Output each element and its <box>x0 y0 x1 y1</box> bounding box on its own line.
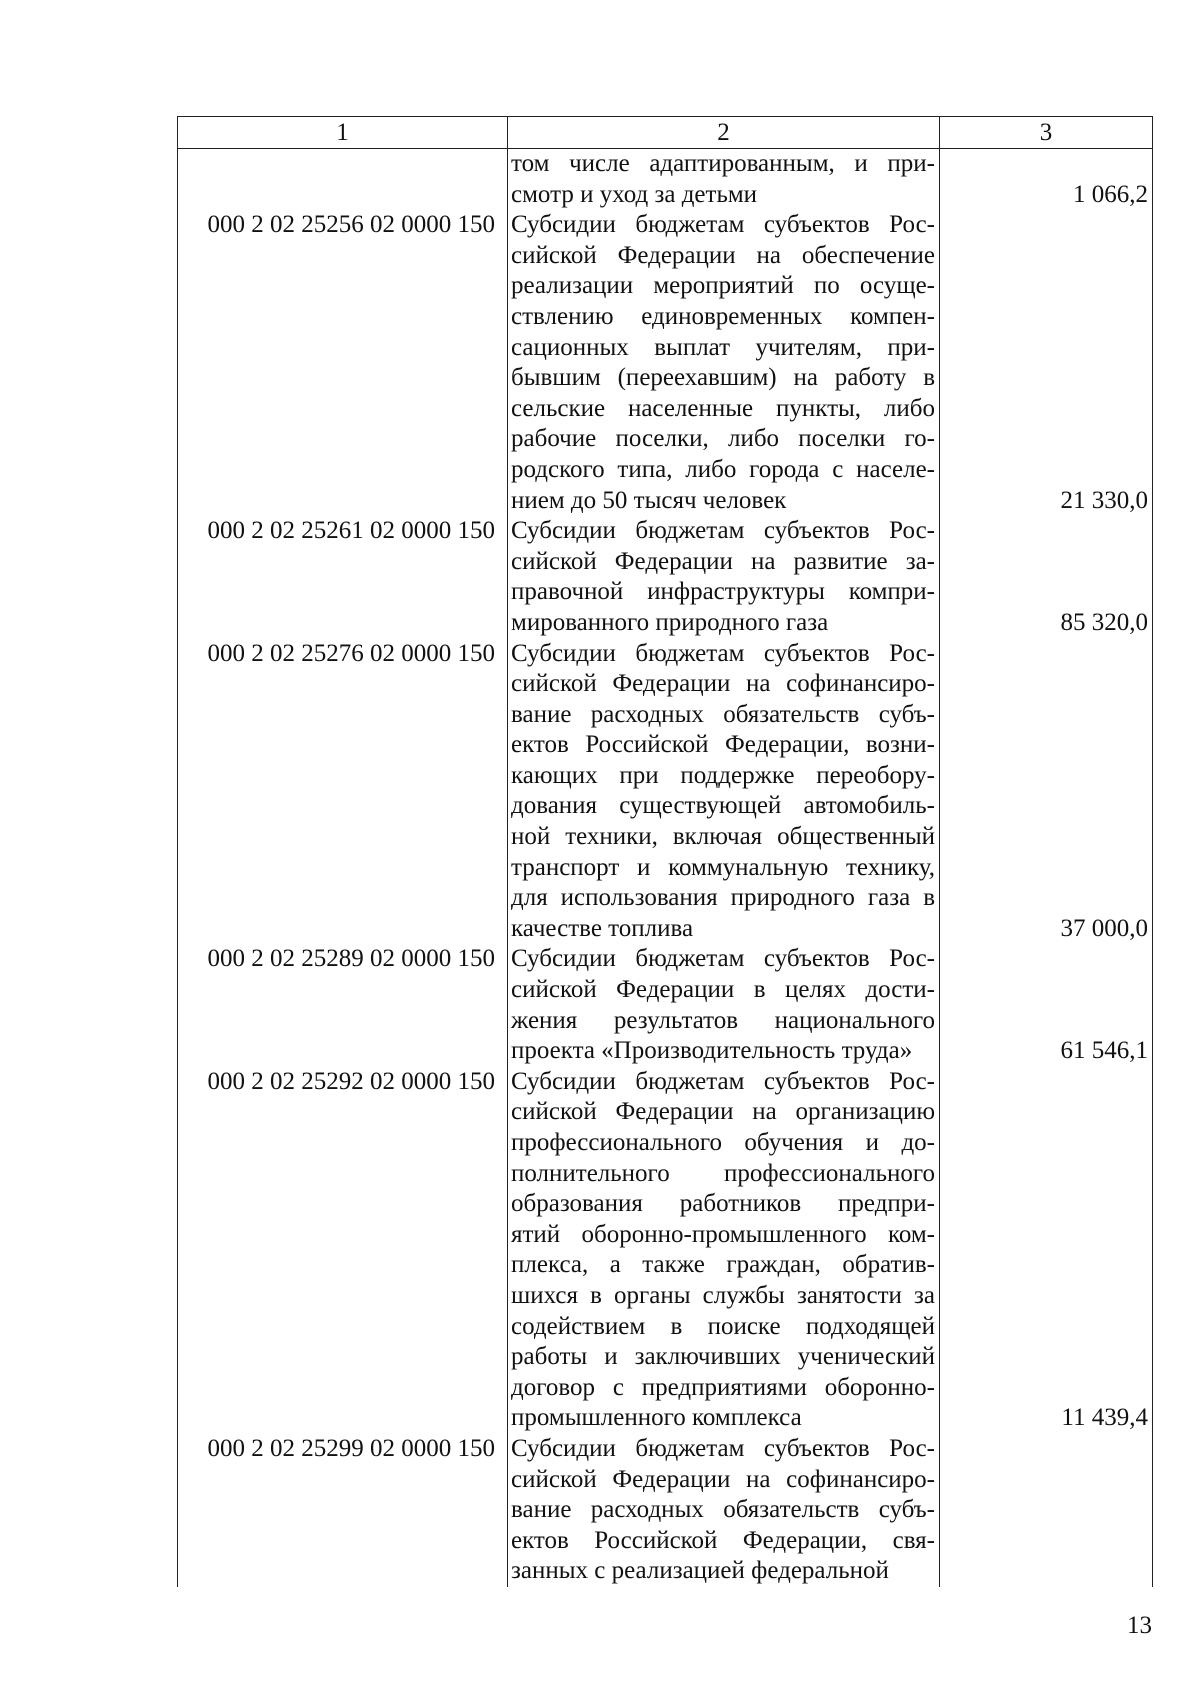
amount-cell <box>940 1434 1153 1587</box>
amount-cell: 21 330,0 <box>940 210 1153 516</box>
description-line: Субсидии бюджетам субъектов Рос- <box>511 517 935 545</box>
description-line: полнительного профессионального <box>511 1159 935 1187</box>
description-cell <box>508 210 940 516</box>
description-line: сийской Федерации на развитие за- <box>511 547 935 575</box>
column-header-3: 3 <box>940 117 1153 149</box>
description-line: рабочие поселки, либо поселки го- <box>511 425 935 453</box>
description-line: содействием в поиске подходящей <box>511 1312 935 1340</box>
description-line: ектов Российской Федерации, свя- <box>511 1526 935 1554</box>
description-line: ятий оборонно-промышленного ком- <box>511 1220 935 1248</box>
description-line: договор с предприятиями оборонно- <box>511 1373 935 1401</box>
description-line: транспорт и коммунальную технику, <box>511 853 935 881</box>
budget-code-cell: 000 2 02 25256 02 0000 150 <box>178 210 508 516</box>
table-row <box>178 1434 1153 1587</box>
amount-cell: 11 439,4 <box>940 1067 1153 1434</box>
description-cell <box>508 639 940 945</box>
description-line: ствлению единовременных компен- <box>511 302 935 330</box>
amount-cell: 37 000,0 <box>940 639 1153 945</box>
description-cell <box>508 149 940 211</box>
budget-code-cell <box>178 149 508 211</box>
amount-cell: 85 320,0 <box>940 516 1153 638</box>
description-line: занных с реализацией федеральной <box>511 1557 889 1585</box>
table-row <box>178 639 1153 945</box>
description-cell <box>508 944 940 1066</box>
description-line: ектов Российской Федерации, возни- <box>511 731 935 759</box>
description-line: сельские населенные пункты, либо <box>511 394 935 422</box>
description-line: плекса, а также граждан, обратив- <box>511 1251 935 1279</box>
budget-code-cell: 000 2 02 25276 02 0000 150 <box>178 639 508 945</box>
description-line: реализации мероприятий по осуще- <box>511 272 935 300</box>
description-line: шихся в органы службы занятости за <box>511 1281 935 1309</box>
description-line: образования работников предпри- <box>511 1190 935 1218</box>
description-line: правочной инфраструктуры компри- <box>511 578 935 606</box>
description-line: нием до 50 тысяч человек <box>511 486 787 514</box>
description-cell <box>508 1067 940 1434</box>
description-line: вание расходных обязательств субъ- <box>511 1496 935 1524</box>
description-line: кающих при поддержке переобору- <box>511 761 935 789</box>
table-row <box>178 149 1153 211</box>
budget-table <box>177 116 1153 1587</box>
table-row <box>178 210 1153 516</box>
description-line: мированного природного газа <box>511 608 829 636</box>
budget-code-cell: 000 2 02 25292 02 0000 150 <box>178 1067 508 1434</box>
description-line: Субсидии бюджетам субъектов Рос- <box>511 945 935 973</box>
description-line: вание расходных обязательств субъ- <box>511 700 935 728</box>
description-line: сационных выплат учителям, при- <box>511 333 935 361</box>
description-line: сийской Федерации в целях дости- <box>511 976 935 1004</box>
table-body <box>178 149 1153 1587</box>
column-header-1: 1 <box>178 117 508 149</box>
table-row <box>178 1067 1153 1434</box>
column-header-2: 2 <box>508 117 940 149</box>
description-line: смотр и уход за детьми <box>511 180 758 208</box>
description-line: ной техники, включая общественный <box>511 823 935 851</box>
table-row <box>178 944 1153 1066</box>
description-line: сийской Федерации на софинансиро- <box>511 670 935 698</box>
description-line: родского типа, либо города с населе- <box>511 455 935 483</box>
description-line: сийской Федерации на обеспечение <box>511 241 935 269</box>
amount-cell: 1 066,2 <box>940 149 1153 211</box>
page-number: 13 <box>1127 1612 1152 1639</box>
amount-cell: 61 546,1 <box>940 944 1153 1066</box>
budget-code-cell: 000 2 02 25299 02 0000 150 <box>178 1434 508 1587</box>
table-row <box>178 516 1153 638</box>
description-line: Субсидии бюджетам субъектов Рос- <box>511 211 935 239</box>
description-line: качестве топлива <box>511 914 694 942</box>
description-line: сийской Федерации на организацию <box>511 1098 935 1126</box>
budget-code-cell: 000 2 02 25261 02 0000 150 <box>178 516 508 638</box>
header-row <box>178 117 1153 149</box>
budget-code-cell: 000 2 02 25289 02 0000 150 <box>178 944 508 1066</box>
description-line: Субсидии бюджетам субъектов Рос- <box>511 1434 935 1462</box>
description-line: Субсидии бюджетам субъектов Рос- <box>511 639 935 667</box>
description-line: промышленного комплекса <box>511 1404 802 1432</box>
description-line: работы и заключивших ученический <box>511 1343 935 1371</box>
description-line: проекта «Производительность труда» <box>511 1037 913 1065</box>
description-line: сийской Федерации на софинансиро- <box>511 1465 935 1493</box>
description-line: для использования природного газа в <box>511 884 935 912</box>
description-line: дования существующей автомобиль- <box>511 792 935 820</box>
description-line: профессионального обучения и до- <box>511 1129 935 1156</box>
description-line: бывшим (переехавшим) на работу в <box>511 364 935 392</box>
description-line: жения результатов национального <box>511 1006 935 1034</box>
table-header <box>178 117 1153 149</box>
description-line: том числе адаптированным, и при- <box>511 150 935 177</box>
description-line: Субсидии бюджетам субъектов Рос- <box>511 1067 935 1095</box>
description-cell <box>508 516 940 638</box>
description-cell <box>508 1434 940 1587</box>
